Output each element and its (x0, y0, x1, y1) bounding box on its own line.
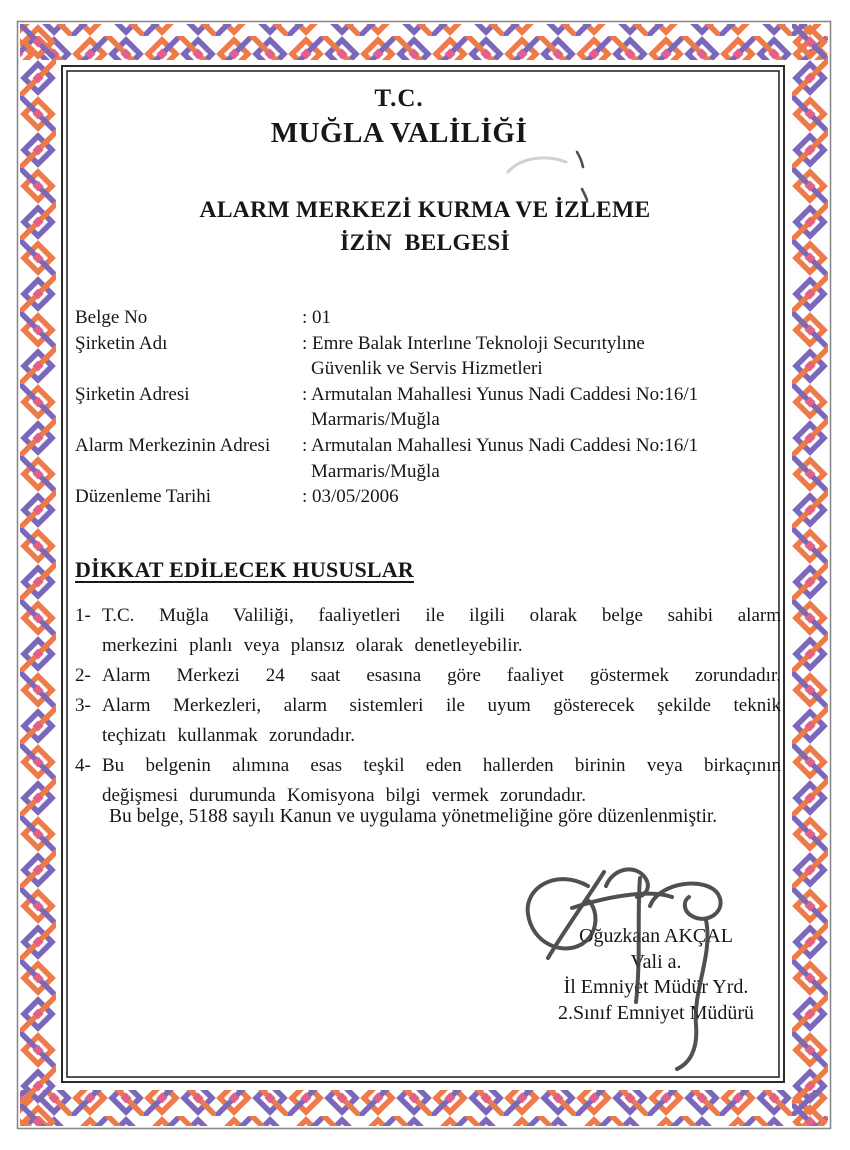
notice-item-line: merkezini planlı veya plansız olarak denetleyebilir. (102, 635, 523, 656)
notice-item-line: teçhizatı kullanmak zorundadır. (102, 725, 355, 746)
notice-item-number: 4- (75, 755, 91, 776)
notice-item-line: T.C. Muğla Valiliği, faaliyetleri ile ilgili olarak belge sahibi alarm (102, 605, 781, 626)
notice-item-number: 3- (75, 695, 91, 716)
signer-title: İl Emniyet Müdür Yrd. (563, 976, 749, 998)
certificate-fields (75, 305, 781, 510)
notice-item-line: Bu belgenin alımına esas teşkil eden hallerden birinin veya birkaçının (102, 755, 781, 776)
issuing-authority: MUĞLA VALİLİĞİ (270, 117, 528, 149)
notice-item-1 (75, 601, 781, 661)
field-label: Alarm Merkezinin Adresi (75, 434, 271, 456)
field-value: : 01 (302, 307, 332, 328)
field-row-duzenleme-tarihi (75, 484, 781, 510)
notice-item-line: Alarm Merkezi 24 saat esasına göre faaliyet göstermek zorundadır. (102, 665, 781, 686)
signer-rank: 2.Sınıf Emniyet Müdürü (557, 1001, 755, 1024)
field-value-line-2: Marmaris/Muğla (311, 460, 440, 482)
notice-item-line: Alarm Merkezleri, alarm sistemleri ile uyum gösterecek şekilde teknik (102, 695, 781, 716)
signature-block (490, 924, 822, 1026)
notice-item-4 (75, 751, 781, 811)
field-row-sirketin-adresi (75, 382, 781, 433)
title-line-1: ALARM MERKEZİ KURMA VE İZLEME (199, 197, 651, 223)
document-header (75, 84, 723, 150)
signer-name: Oğuzkaan AKÇAL (579, 925, 733, 947)
republic-abbreviation: T.C. (374, 85, 424, 112)
field-value: : Emre Balak Interlıne Teknoloji Securıtylıne (302, 332, 645, 354)
field-value: : Armutalan Mahallesi Yunus Nadi Caddesi No:16/1 (302, 383, 699, 405)
notice-item-number: 1- (75, 605, 91, 626)
field-row-alarm-merkezi-adresi (75, 433, 781, 484)
document-title (75, 196, 775, 257)
field-label: Belge No (75, 307, 148, 328)
field-label: Şirketin Adresi (75, 383, 190, 405)
notice-item-2 (75, 661, 781, 691)
field-label: Düzenleme Tarihi (75, 486, 212, 508)
field-value: : Armutalan Mahallesi Yunus Nadi Caddesi No:16/1 (302, 434, 699, 456)
field-value: : 03/05/2006 (302, 486, 399, 508)
notice-item-3 (75, 691, 781, 751)
field-value-line-2: Güvenlik ve Servis Hizmetleri (311, 358, 543, 380)
field-value-line-2: Marmaris/Muğla (311, 409, 440, 431)
field-row-sirketin-adi (75, 331, 781, 382)
field-row-belge-no (75, 305, 781, 331)
notice-list (75, 601, 781, 811)
field-label: Şirketin Adı (75, 332, 168, 354)
signer-capacity: Vali a. (630, 950, 682, 973)
notice-item-number: 2- (75, 665, 91, 686)
closing-statement: Bu belge, 5188 sayılı Kanun ve uygulama yönetmeliğine göre düzenlenmiştir. (109, 806, 718, 827)
notice-heading: DİKKAT EDİLECEK HUSUSLAR (75, 557, 414, 582)
title-line-2: İZİN BELGESİ (340, 230, 510, 256)
notice-item-line: değişmesi durumunda Komisyona bilgi vermek zorundadır. (102, 785, 586, 806)
